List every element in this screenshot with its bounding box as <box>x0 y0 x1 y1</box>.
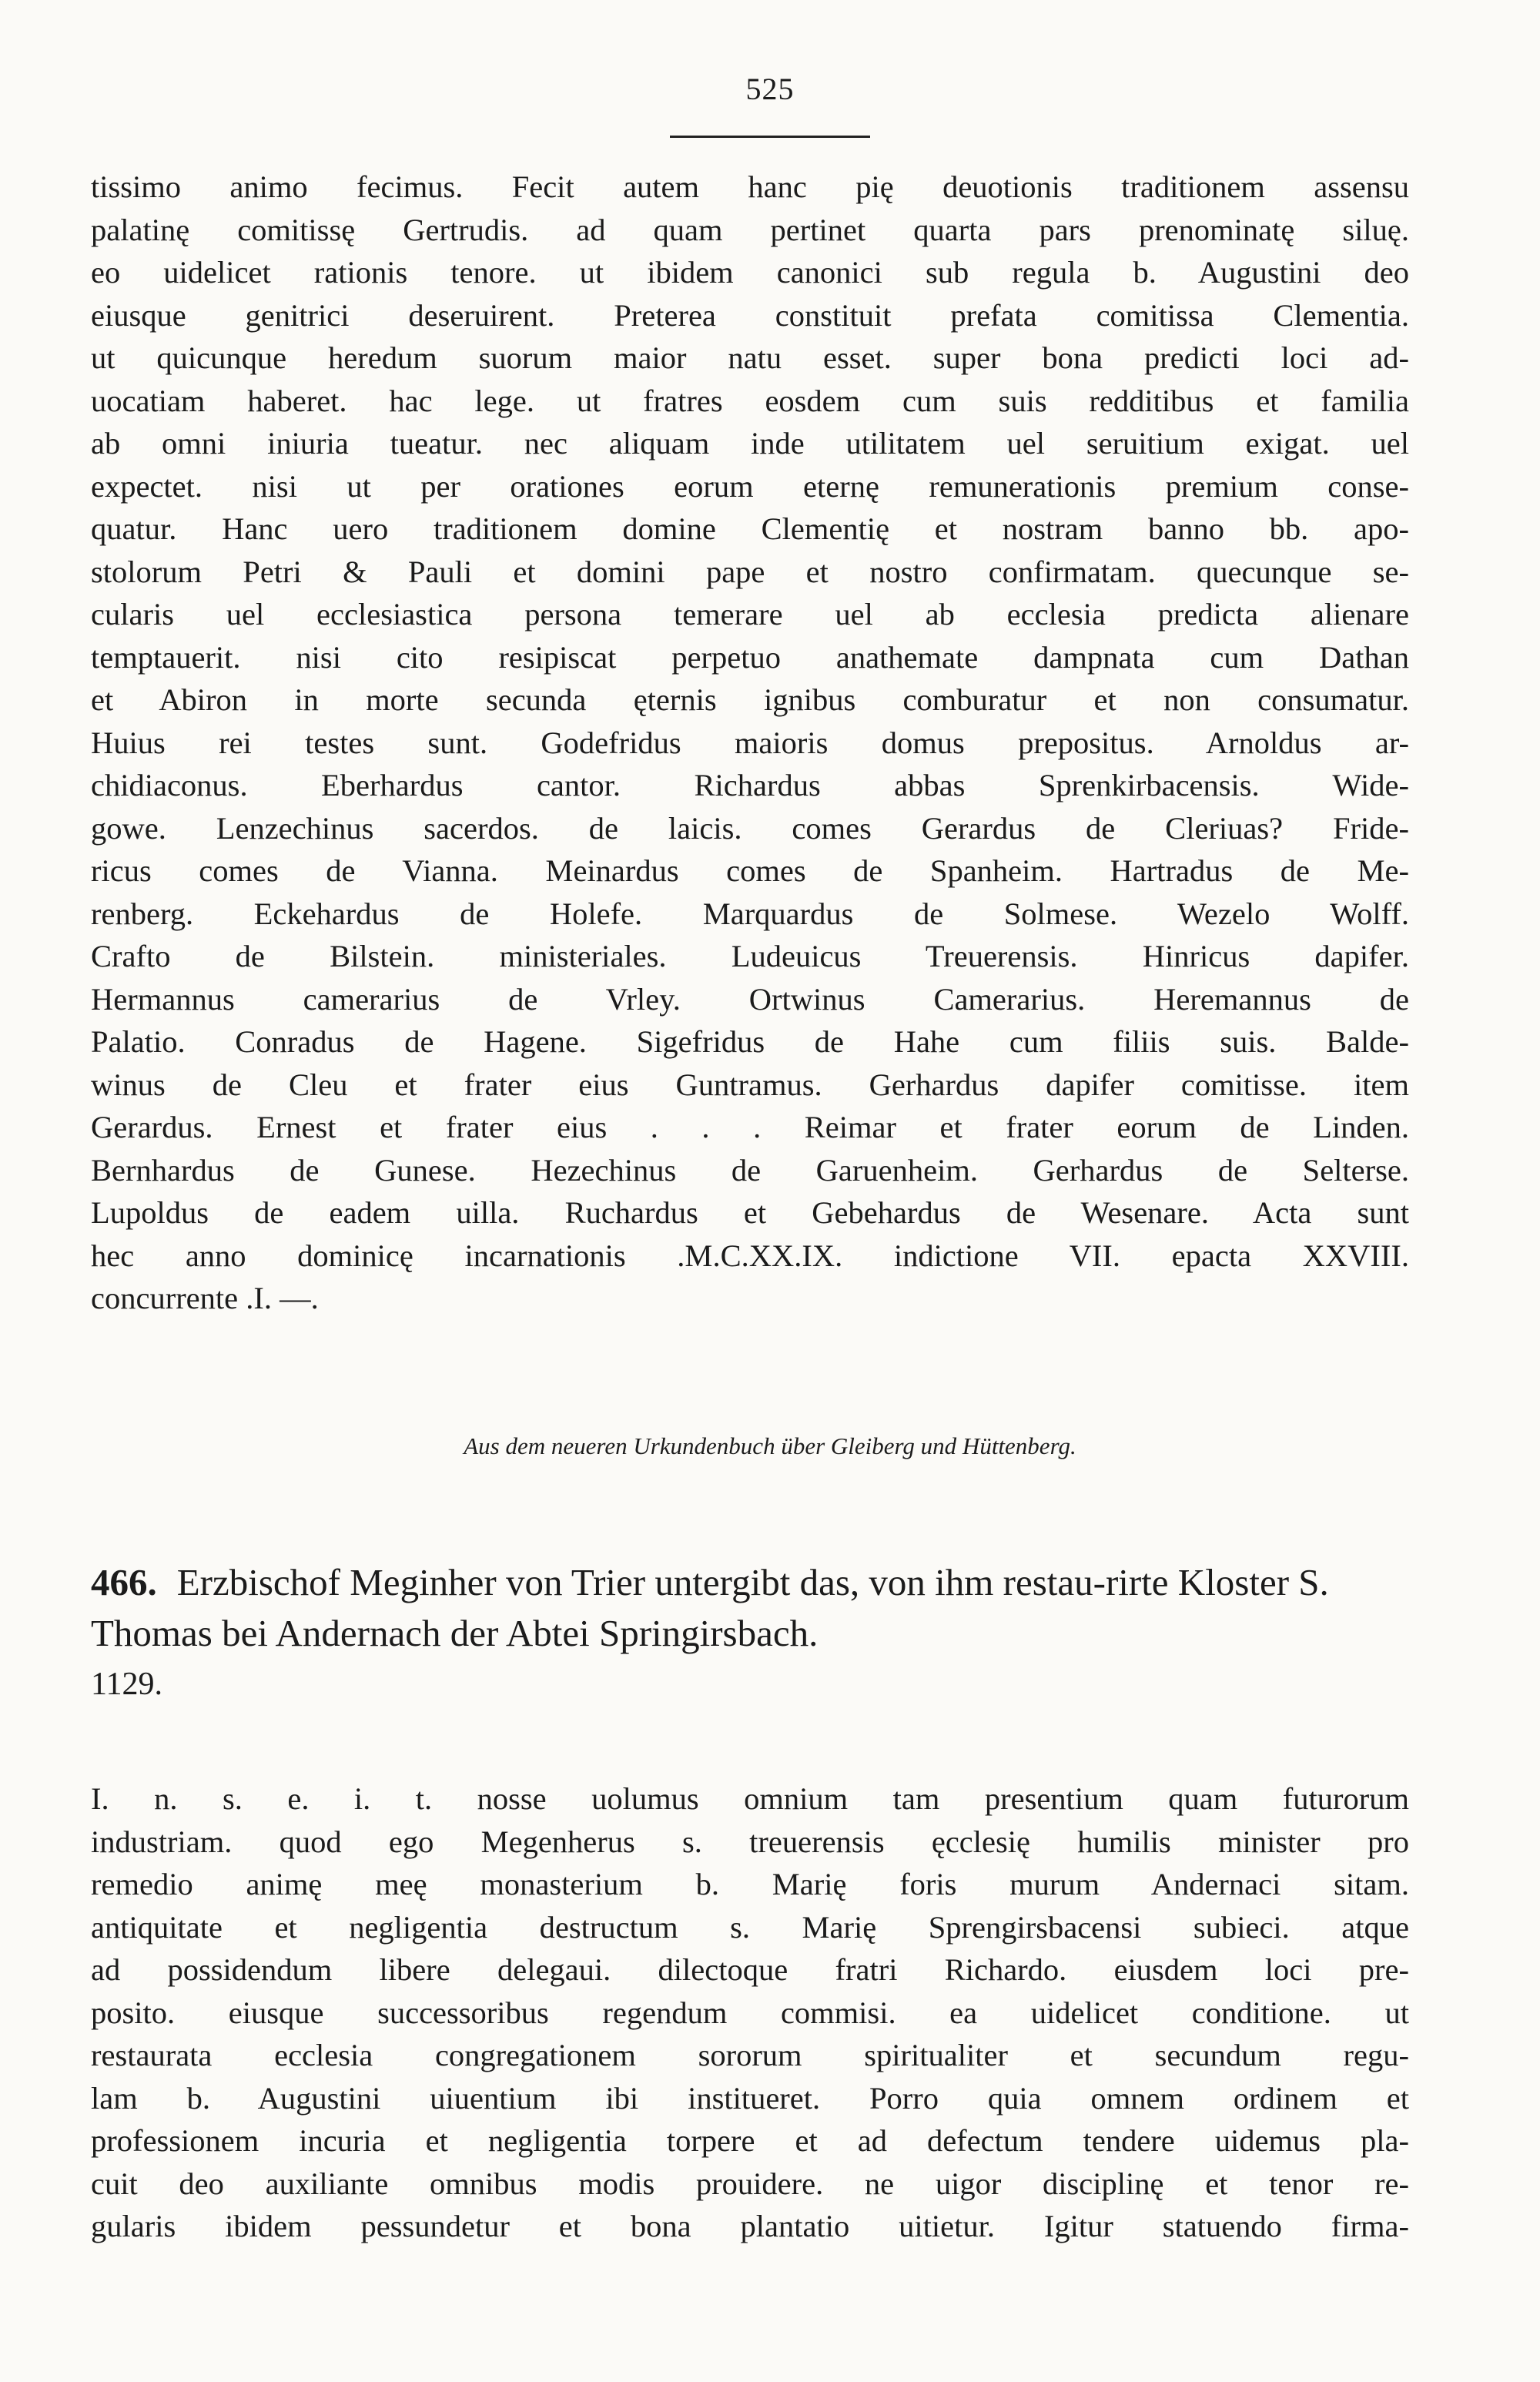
text-line: Bernhardus de Gunese. Hezechinus de Garuenheim. Gerhardus de Selterse. <box>91 1152 1409 1188</box>
text-line: professionem incuria et negligentia torpere et ad defectum tendere uidemus pla- <box>91 2123 1409 2158</box>
page-number: 525 <box>745 72 795 106</box>
document-number: 466. <box>91 1561 157 1603</box>
text-line: ricus comes de Vianna. Meinardus comes de Spanheim. Hartradus de Me- <box>91 853 1409 888</box>
text-line: ab omni iniuria tueatur. nec aliquam inde utilitatem uel seruitium exigat. uel <box>91 426 1409 461</box>
source-note: Aus dem neueren Urkundenbuch über Gleiberg und Hüttenberg. <box>464 1432 1076 1459</box>
charter-466-text <box>91 1777 1409 2248</box>
text-line: eo uidelicet rationis tenore. ut ibidem canonici sub regula b. Augustini deo <box>91 255 1409 290</box>
text-line: gowe. Lenzechinus sacerdos. de laicis. comes Gerardus de Cleriuas? Fride- <box>91 810 1409 846</box>
text-line: remedio animę meę monasterium b. Marię foris murum Andernaci sitam. <box>91 1867 1409 1901</box>
text-line: I. n. s. e. i. t. nosse uolumus omnium tam presentium quam futurorum <box>91 1781 1409 1816</box>
text-line: cuit deo auxiliante omnibus modis prouidere. ne uigor disciplinę et tenor re- <box>91 2166 1409 2201</box>
text-line: Palatio. Conradus de Hagene. Sigefridus de Hahe cum filiis suis. Balde- <box>91 1024 1409 1059</box>
text-line: Gerardus. Ernest et frater eius . . . Reimar et frater eorum de Linden. <box>91 1110 1409 1144</box>
text-line: Huius rei testes sunt. Godefridus maioris domus prepositus. Arnoldus ar- <box>91 725 1409 760</box>
text-line: cularis uel ecclesiastica persona temerare uel ab ecclesia predicta alienare <box>91 597 1409 632</box>
charter-continuation-text <box>91 166 1409 1320</box>
text-line: temptauerit. nisi cito resipiscat perpetuo anathemate dampnata cum Dathan <box>91 639 1409 675</box>
text-line: et Abiron in morte secunda ęternis ignibus comburatur et non consumatur. <box>91 682 1409 717</box>
text-line: antiquitate et negligentia destructum s. Marię Sprengirsbacensi subieci. atque <box>91 1909 1409 1945</box>
text-line: renberg. Eckehardus de Holefe. Marquardus de Solmese. Wezelo Wolff. <box>91 896 1409 931</box>
text-line: uocatiam haberet. hac lege. ut fratres eosdem cum suis redditibus et familia <box>91 383 1409 418</box>
text-line: gularis ibidem pessundetur et bona plantatio uitietur. Igitur statuendo firma- <box>91 2209 1409 2243</box>
text-line: stolorum Petri & Pauli et domini pape et nostro confirmatam. quecunque se- <box>91 554 1409 589</box>
text-line: concurrente .I. —. <box>91 1281 319 1315</box>
text-line: winus de Cleu et frater eius Guntramus. Gerhardus dapifer comitisse. item <box>91 1067 1409 1102</box>
text-line: industriam. quod ego Megenherus s. treuerensis ęcclesię humilis minister pro <box>91 1824 1409 1859</box>
text-line: restaurata ecclesia congregationem sororum spiritualiter et secundum regu- <box>91 2038 1409 2072</box>
document-title: Erzbischof Meginher von Trier untergibt das, von ihm restau-rirte Kloster S. Thomas bei Andernach der Abtei Springirsbach. <box>91 1561 1329 1654</box>
text-line: Hermannus camerarius de Vrley. Ortwinus Camerarius. Heremannus de <box>91 981 1409 1017</box>
text-line: ad possidendum libere delegaui. dilectoque fratri Richardo. eiusdem loci pre- <box>91 1952 1409 1987</box>
text-line: palatinę comitissę Gertrudis. ad quam pertinet quarta pars prenominatę siluę. <box>91 212 1409 247</box>
text-line: eiusque genitrici deseruirent. Preterea constituit prefata comitissa Clementia. <box>91 297 1409 333</box>
text-line: hec anno dominicę incarnationis .M.C.XX.IX. indictione VII. epacta XXVIII. <box>91 1238 1409 1273</box>
text-line: posito. eiusque successoribus regendum commisi. ea uidelicet conditione. ut <box>91 1995 1409 2030</box>
text-line: Crafto de Bilstein. ministeriales. Ludeuicus Treuerensis. Hinricus dapifer. <box>91 939 1409 973</box>
document-year: 1129. <box>91 1667 162 1702</box>
page-number-rule <box>670 136 870 138</box>
document-heading <box>91 1557 1409 1710</box>
text-line: expectet. nisi ut per orationes eorum eternę remunerationis premium conse- <box>91 468 1409 504</box>
text-line: lam b. Augustini uiuentium ibi institueret. Porro quia omnem ordinem et <box>91 2080 1409 2116</box>
text-line: chidiaconus. Eberhardus cantor. Richardus abbas Sprenkirbacensis. Wide- <box>91 768 1409 802</box>
text-line: tissimo animo fecimus. Fecit autem hanc pię deuotionis traditionem assensu <box>91 169 1409 204</box>
text-line: Lupoldus de eadem uilla. Ruchardus et Gebehardus de Wesenare. Acta sunt <box>91 1195 1409 1230</box>
text-line: quatur. Hanc uero traditionem domine Clementię et nostram banno bb. apo- <box>91 511 1409 546</box>
text-line: ut quicunque heredum suorum maior natu esset. super bona predicti loci ad- <box>91 340 1409 375</box>
